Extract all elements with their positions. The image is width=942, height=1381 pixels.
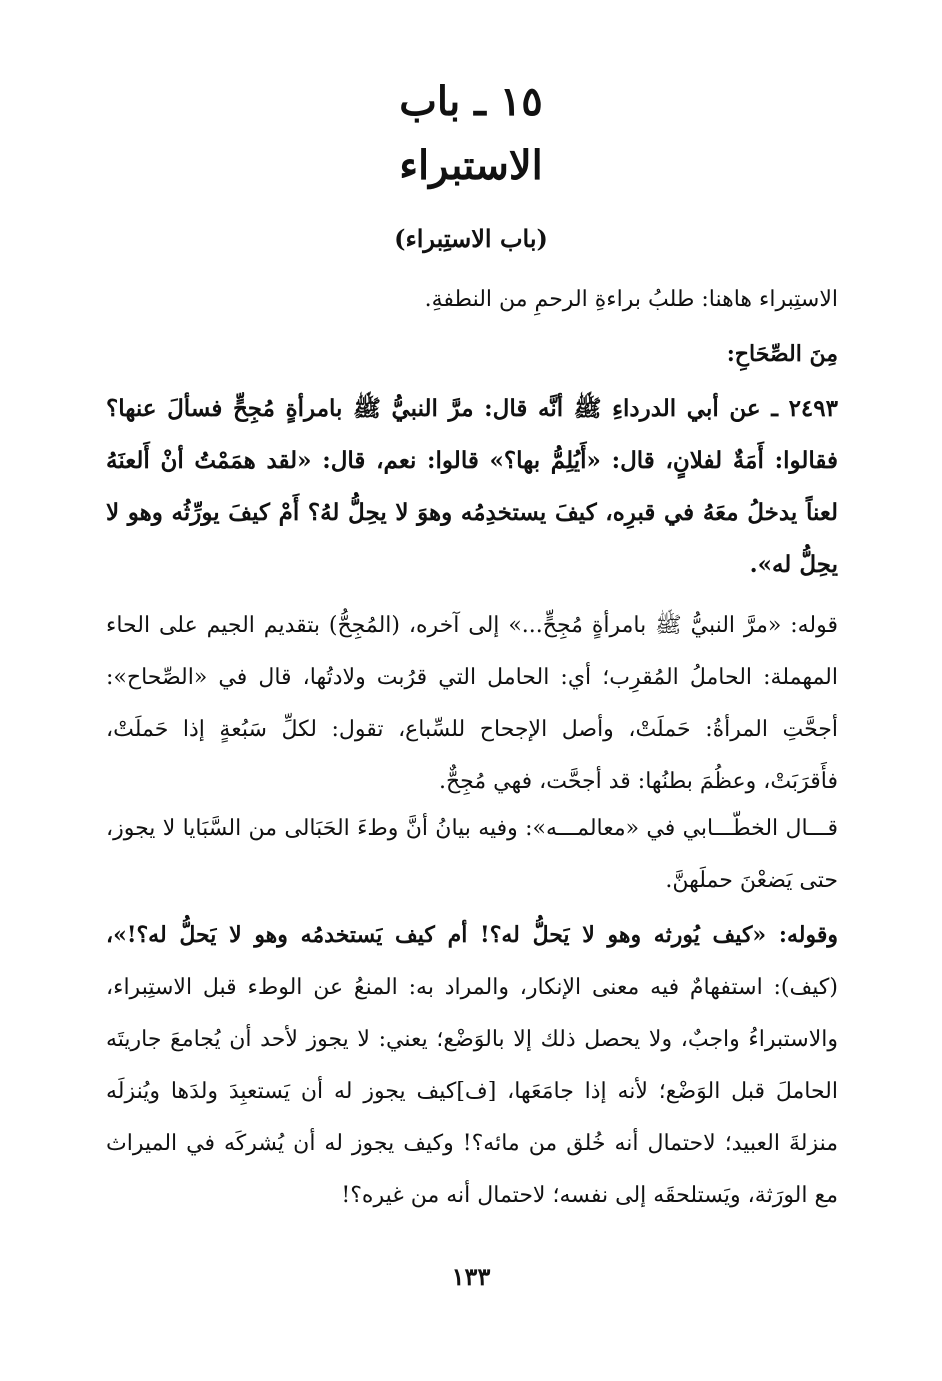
chapter-title: الاستبراء bbox=[399, 142, 543, 189]
commentary-paragraph-3 bbox=[106, 909, 838, 1222]
intro-paragraph: الاستِبراء هاهنا: طلبُ براءةِ الرحمِ من النطفةِ. bbox=[424, 287, 838, 312]
source-heading: مِنَ الصِّحَاحِ: bbox=[726, 341, 838, 367]
commentary-paragraph-2: قـــال الخطّـــابي في «معالمـــه»: وفيه بيانُ أنَّ وطءَ الحَبَالى من السَّبَايا لا يجوز، حتى يَضعْنَ حملَهنَّ. bbox=[106, 816, 838, 893]
page-number: ١٣٣ bbox=[451, 1262, 491, 1291]
commentary-explanation: (كيف): استفهامٌ فيه معنى الإنكار، والمراد به: المنعُ عن الوطء قبل الاستِبراء، والاستبراءُ واجبٌ، ولا يحصل ذلك إلا بالوَضْع؛ يعني: لا يجوز لأحد أن يُجامعَ جاريتَه الحاملَ قبل الوَضْع؛ لأنه إذا جامَعَها، [ف]كيف يجوز له أن يَستعبِدَ ولدَها ويُنزلَه منزلةَ العبيد؛ لاحتمال أنه خُلق من مائه؟! وكيف يجوز له أن يُشركَه في الميراث مع الورَثة، ويَستلحقَه إلى نفسه؛ لاحتمال أنه من غيره؟! bbox=[106, 975, 838, 1208]
section-heading: (باب الاستِبراء) bbox=[394, 224, 548, 253]
commentary-paragraph-1: قوله: «مرَّ النبيُّ ﷺ بامرأةٍ مُجِحٍّ...» إلى آخره، (المُجِحُّ) بتقديم الجيم على الحاء المهملة: الحاملُ المُقرِب؛ أي: الحامل التي قرُبت ولادتُها، قال في «الصِّحاح»: أجحَّتِ المرأةُ: حَملَتْ، وأصل الإجحاح للسِّباع، تقول: لكلِّ سَبُعةٍ إذا حَملَتْ، فأَقرَبَتْ، وعظُمَ بطنُها: قد أجحَّت، فهي مُجِحٌّ. bbox=[106, 613, 838, 794]
hadith-paragraph: ٢٤٩٣ ـ عن أبي الدرداءِ ﷺ أنَّه قال: مرَّ النبيُّ ﷺ بامرأةٍ مُجِحٍّ فسألَ عنها؟ فقالوا: أَمَةٌ لفلانٍ، قال: «أَيُلِمُّ بها؟» قالوا: نعم، قال: «لقد همَمْتُ أنْ أَلعنَهُ لعناً يدخلُ معَهُ في قبرِه، كيفَ يستخدِمُه وهوَ لا يحِلُّ لهُ؟ أَمْ كيفَ يورِّثُه وهو لا يحِلُّ له». bbox=[106, 395, 838, 578]
commentary-quote: وقوله: «كيف يُورثه وهو لا يَحلُّ له؟! أم كيف يَستخدمُه وهو لا يَحلُّ له؟!»، bbox=[106, 922, 838, 948]
chapter-number: ١٥ ـ باب bbox=[399, 78, 543, 125]
